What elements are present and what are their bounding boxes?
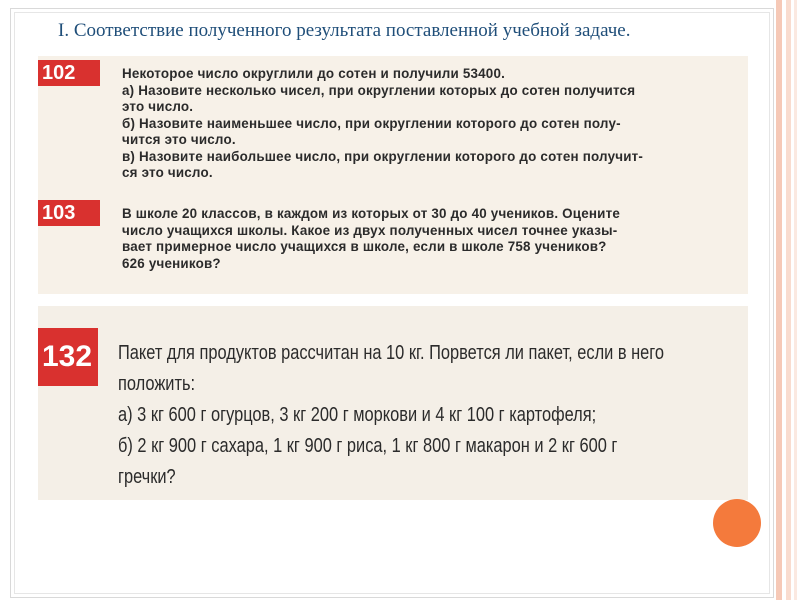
- task-102-text: [122, 66, 643, 182]
- task-line: в) Назовите наибольшее число, при округлении которого до сотен получит-: [122, 148, 644, 164]
- task-line: Пакет для продуктов рассчитан на 10 кг. Порвется ли пакет, если в него: [118, 342, 665, 364]
- task-number-badge: [38, 60, 100, 86]
- task-103-text: [122, 206, 620, 272]
- slide-title: I. Соответствие полученного результата поставленной учебной задаче.: [58, 20, 631, 41]
- task-line: вает примерное число учащихся в школе, если в школе 758 учеников?: [122, 239, 607, 254]
- task-line: это число.: [122, 99, 194, 114]
- task-line: 626 учеников?: [122, 255, 221, 271]
- task-line: ся это число.: [122, 165, 213, 180]
- task-line: б) Назовите наименьшее число, при округлении которого до сотен полу-: [122, 115, 621, 131]
- task-line: а) Назовите несколько чисел, при округлении которых до сотен получится: [122, 82, 636, 98]
- task-line: положить:: [118, 373, 196, 395]
- decorative-stripe: [794, 0, 797, 600]
- textbook-scan-bottom: [38, 306, 748, 500]
- task-line: чится это число.: [122, 132, 236, 147]
- textbook-scan-top: [38, 56, 748, 294]
- task-line: а) 3 кг 600 г огурцов, 3 кг 200 г моркови и 4 кг 100 г картофеля;: [118, 404, 597, 426]
- task-line: б) 2 кг 900 г сахара, 1 кг 900 г риса, 1 кг 800 г макарон и 2 кг 600 г: [118, 435, 618, 457]
- task-line: число учащихся школы. Какое из двух полученных чисел точнее указы-: [122, 222, 618, 238]
- task-132-text: [118, 338, 748, 493]
- task-number-badge: [38, 328, 98, 386]
- task-line: Некоторое число округлили до сотен и получили 53400.: [122, 66, 506, 81]
- decorative-circle: [713, 499, 761, 547]
- task-number: 132: [42, 340, 93, 373]
- task-line: гречки?: [118, 466, 176, 488]
- decorative-stripe: [776, 0, 782, 600]
- task-number: 102: [42, 61, 76, 84]
- decorative-stripe: [786, 0, 791, 600]
- task-number-badge: [38, 200, 100, 226]
- task-number: 103: [42, 201, 76, 224]
- task-line: В школе 20 классов, в каждом из которых от 30 до 40 учеников. Оцените: [122, 206, 620, 221]
